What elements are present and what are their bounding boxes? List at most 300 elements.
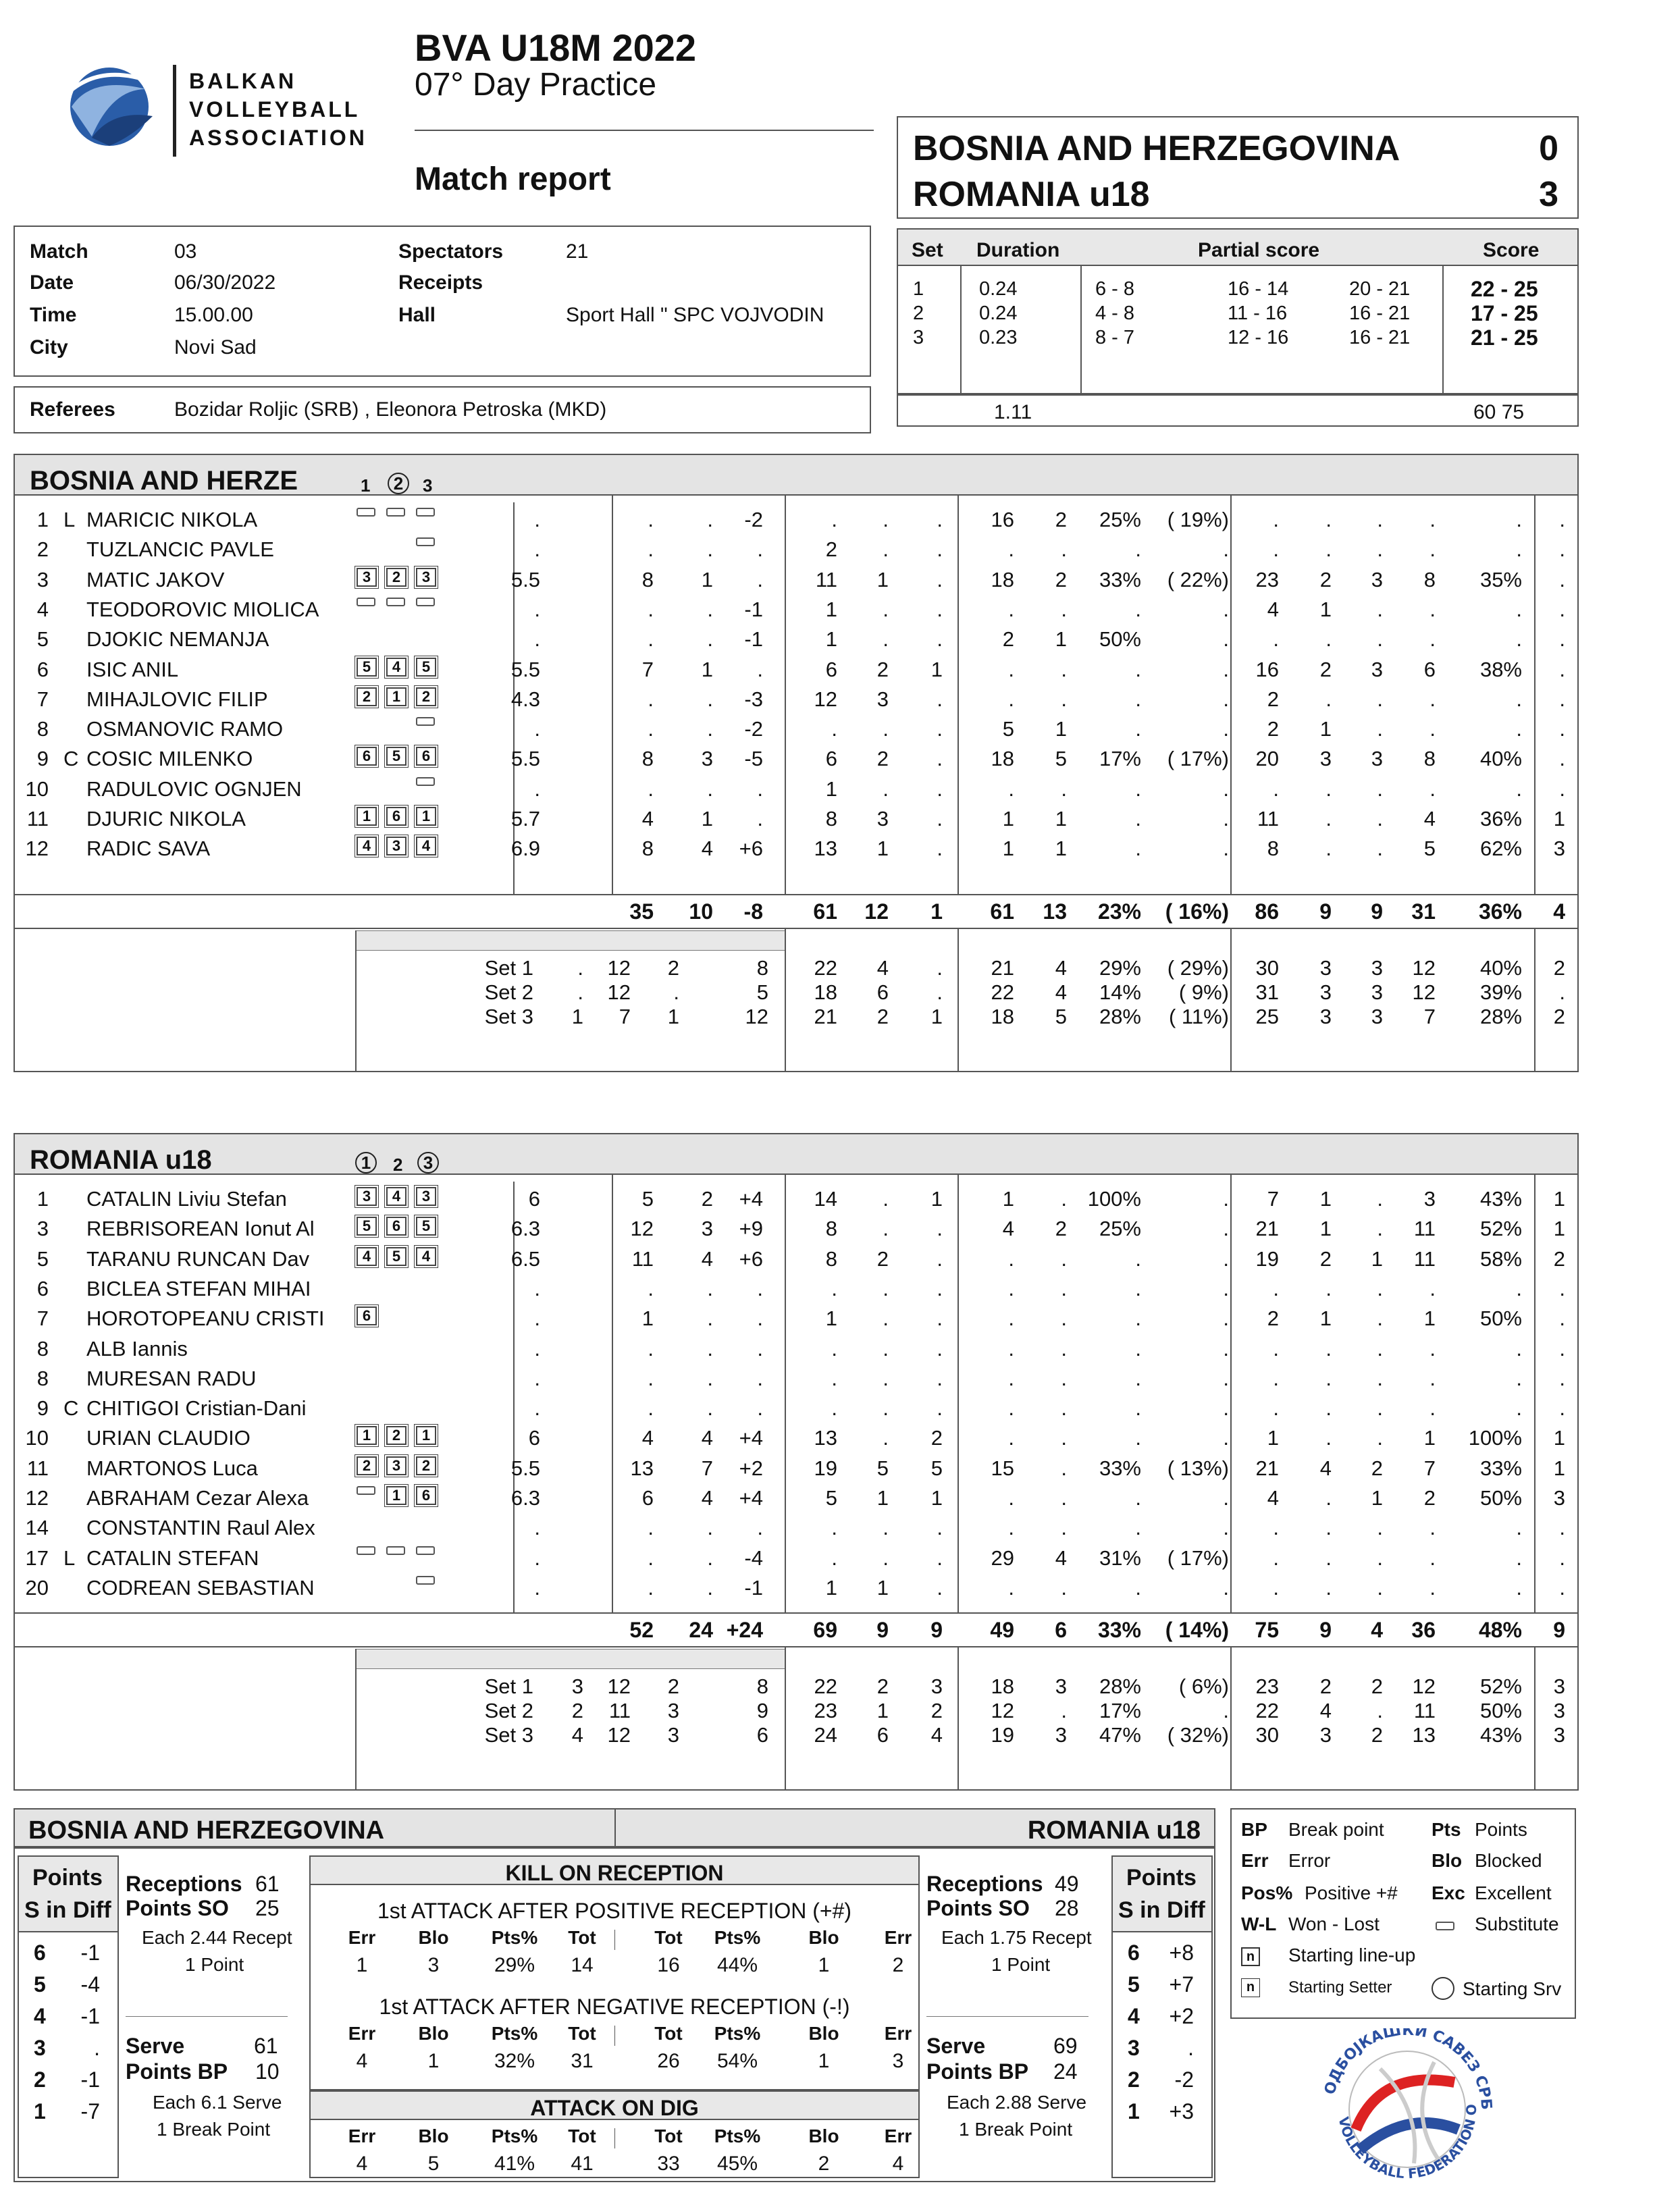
kill-divider [614,1930,615,1950]
stat-cell: . [1273,537,1279,562]
legend-exc-key: Exc [1432,1882,1465,1903]
stat-cell: 4 [701,1426,713,1450]
stat-cell: . [1223,1276,1229,1300]
org-name-line3: ASSOCIATION [189,126,367,150]
player-number: 1 [36,1187,49,1211]
starting-position-box: 3 [357,1187,377,1206]
stat-cell: . [648,1575,654,1600]
starting-position-box: 4 [386,658,406,677]
stat-cell: . [757,1336,763,1361]
substitute-icon [416,537,435,546]
total-cell: 9 [930,1618,943,1643]
kill-value: 45% [716,2153,758,2175]
player-number: 3 [36,567,49,591]
stat-cell: . [534,776,540,801]
stat-cell: . [707,597,713,621]
total-cell: -8 [743,899,763,924]
legend-exc-text: Excellent [1475,1882,1552,1903]
stat-cell: -1 [744,1575,763,1600]
stat-cell: . [1325,807,1332,830]
stat-cell: . [1377,776,1383,801]
stat-cell: . [648,1546,654,1570]
kill-value: 3 [892,2050,904,2072]
right-sin-label: S in [1118,1897,1161,1923]
stat-cell: 5 [1002,717,1014,741]
stat-cell: 8 [825,1217,837,1241]
stat-cell: 5 [876,1456,889,1480]
stat-cell: . [1135,807,1141,830]
stat-cell: . [1008,1276,1014,1300]
stat-cell: . [1061,1306,1067,1331]
bottom-team1-name: BOSNIA AND HERZEGOVINA [28,1816,385,1845]
stat-cell: 5.7 [510,807,540,830]
s-in-value: 6 [34,1941,46,1965]
stat-cell: 6 [825,747,837,771]
stat-cell: 2 [1553,1246,1565,1271]
kill-value: 16 [657,1954,680,1976]
player-number: 11 [26,1456,49,1480]
player-name: OSMANOVIC RAMO [86,717,284,741]
total-cell: 49 [990,1618,1014,1643]
player-role: L [63,1546,76,1570]
stat-cell: . [831,1516,837,1540]
stat-cell: 14 [814,1187,837,1211]
stat-cell: 1 [1055,807,1067,830]
stat-cell: 1 [930,1486,943,1510]
player-row [0,837,1680,866]
stat-cell: . [1273,1276,1279,1300]
kill-col-header: Err [884,1927,912,1948]
player-name: ABRAHAM Cezar Alexa [86,1486,309,1510]
total-cell: 12 [864,899,889,924]
stat-cell: 4 [1055,1546,1067,1570]
stat-cell: 2 [930,1426,943,1450]
stat-cell: . [1061,1486,1067,1510]
diff-value: . [1188,2036,1194,2060]
stat-cell: . [1429,776,1436,801]
date-label: Date [30,271,74,294]
stat-cell: . [1135,717,1141,741]
bottom-team-bar [14,1808,1215,1847]
kill-col-header: Err [348,2126,376,2146]
set-stat-cell: . [1223,1699,1229,1723]
stat-cell: . [707,1575,713,1600]
stat-cell: 5.5 [510,747,540,771]
stat-cell: . [937,1246,943,1271]
kill-col-header: Err [348,2023,376,2044]
set-partial-16: 16 - 14 [1228,278,1289,300]
player-number: 4 [36,597,49,621]
legend-pos-text: Positive +# [1305,1882,1398,1903]
total-cell: 61 [990,899,1014,924]
stat-cell: 100% [1087,1187,1141,1211]
stat-cell: . [937,1276,943,1300]
stat-cell: . [937,567,943,591]
stat-cell: . [1061,537,1067,562]
stat-cell: 2 [1319,1246,1332,1271]
kill-value: 31 [571,2050,594,2072]
set-partial-16: 12 - 16 [1228,327,1289,348]
kill-col-header: Tot [654,1927,683,1948]
stat-cell: . [937,1575,943,1600]
stat-cell: . [707,1336,713,1361]
svg-text:VOLLEYBALL FEDERATION OF SERBI: VOLLEYBALL FEDERATION O [1335,2104,1480,2182]
spectators-label: Spectators [398,240,504,263]
stat-cell: . [707,1366,713,1390]
scoreboard [897,116,1579,219]
stat-cell: 8 [1423,567,1436,591]
set-stat-cell: 1 [930,1004,943,1028]
stat-cell: . [1429,627,1436,652]
set-stat-cell: 14% [1099,980,1141,1004]
volleyball-federation-serbia-logo [1306,2028,1508,2184]
set-stat-cell: . [937,955,943,980]
stat-cell: . [937,717,943,741]
player-name: MURESAN RADU [86,1366,257,1390]
stat-cell: . [648,537,654,562]
scoreboard-team2: ROMANIA u18 [913,175,1150,214]
stat-cell: . [1135,837,1141,861]
stat-cell: . [534,1546,540,1570]
set-row-label: Set 2 [484,1699,533,1723]
stat-cell: 6 [1423,657,1436,681]
set-stat-cell: 4 [876,955,889,980]
points-won-cell: . [577,980,583,1004]
stat-cell: 12 [630,1217,654,1241]
player-name: DJURIC NIKOLA [86,807,246,830]
set-final-score: 21 - 25 [1471,325,1538,350]
spectators-value: 21 [566,240,589,263]
points-won-cell: . [673,980,679,1004]
stat-cell: . [1325,1575,1332,1600]
legend-sub-text: Substitute [1475,1913,1559,1934]
kill-col-header: Blo [808,2023,839,2044]
stat-cell: . [1223,1336,1229,1361]
stat-cell: . [648,687,654,711]
stat-cell: 1 [1002,1187,1014,1211]
sets-header-partial: Partial score [1198,239,1320,261]
stat-cell: . [937,807,943,830]
stat-cell: . [1135,597,1141,621]
player-name: ISIC ANIL [86,657,179,681]
stat-cell: . [648,1366,654,1390]
starting-position-box: 1 [416,1426,436,1445]
stat-cell: 7 [1267,1187,1279,1211]
kill-col-header: Pts% [491,2126,538,2146]
totals-row [0,1618,1680,1647]
stat-cell: 1 [1553,807,1565,830]
set-number: 3 [913,327,924,348]
substitute-icon [416,717,435,726]
stat-cell: . [1273,1516,1279,1540]
sets-header-duration: Duration [976,239,1060,261]
player-row [0,1546,1680,1576]
left-serve-value: 61 [254,2034,278,2058]
stat-cell: . [1008,1516,1014,1540]
player-row [0,1516,1680,1546]
player-name: MARTONOS Luca [86,1456,258,1480]
stat-cell: ( 13%) [1167,1456,1229,1480]
stat-cell: 31% [1099,1546,1141,1570]
stat-cell: . [883,1546,889,1570]
stat-cell: . [1516,1575,1522,1600]
starting-position-box: 2 [386,568,406,587]
starting-position-box: 5 [357,658,377,677]
stat-cell: . [707,1546,713,1570]
stat-cell: . [1008,1366,1014,1390]
points-won-cell: 11 [608,1699,631,1723]
stat-cell: 16 [991,508,1014,531]
stat-cell: . [1273,1546,1279,1570]
points-won-cell: 9 [756,1699,768,1723]
stat-cell: . [1559,747,1565,771]
starting-position-box: 5 [416,1217,436,1236]
stat-cell: 35% [1479,567,1522,591]
stat-cell: 3 [876,807,889,830]
set-partial-16: 11 - 16 [1228,302,1288,324]
stat-cell: . [1516,508,1522,531]
stat-cell: . [1559,1306,1565,1331]
stat-cell: 2 [876,1246,889,1271]
stat-cell: . [1429,1336,1436,1361]
stat-cell: . [937,1546,943,1570]
stat-cell: . [757,776,763,801]
points-won-frame [14,928,1579,1072]
stat-cell: . [1008,657,1014,681]
total-cell: 36 [1411,1618,1436,1643]
stat-cell: 4 [1267,1486,1279,1510]
scoreboard-score2: 3 [1539,175,1558,214]
stat-cell: . [1429,597,1436,621]
left-sin-label: S in [24,1897,67,1923]
stat-cell: 4 [641,807,654,830]
stat-cell: 21 [1255,1217,1279,1241]
set-number-header: 3 [417,1152,439,1173]
city-value: Novi Sad [174,336,257,359]
stat-cell: . [757,1306,763,1331]
set-stat-cell: 1 [876,1699,889,1723]
stat-cell: . [1559,1276,1565,1300]
stat-cell: 6.3 [510,1486,540,1510]
stat-cell: 21 [1255,1456,1279,1480]
kill-value: 33 [657,2153,680,2175]
points-won-cell: 6 [756,1723,768,1747]
stat-cell: . [1223,1187,1229,1211]
stat-cell: 12 [814,687,837,711]
stat-cell: . [1377,1336,1383,1361]
player-name: MARICIC NIKOLA [86,508,258,531]
stat-cell: . [648,597,654,621]
stat-cell: 36% [1479,807,1522,830]
set-stat-cell: 18 [991,1004,1014,1028]
set-stat-cell: 3 [930,1674,943,1699]
stat-cell: . [1061,1276,1067,1300]
player-number: 7 [36,1306,49,1331]
attack-dig-box [309,2090,920,2178]
diff-value: -1 [80,2004,100,2028]
stat-cell: 7 [1423,1456,1436,1480]
legend-srv-text: Starting Srv [1463,1978,1562,1999]
set-stat-cell: 3 [1553,1723,1565,1747]
stat-cell: . [1061,1187,1067,1211]
legend-bp-text: Break point [1288,1819,1384,1840]
stat-cell: 52% [1479,1217,1522,1241]
stat-cell: . [1325,1426,1332,1450]
kill-divider [614,2026,615,2046]
total-cell: 36% [1478,899,1522,924]
stat-cell: . [1061,1366,1067,1390]
stat-cell: 6.3 [510,1217,540,1241]
stat-cell: 5.5 [510,657,540,681]
stat-cell: . [648,717,654,741]
team2-name: ROMANIA u18 [30,1145,212,1175]
stat-cell: . [1223,837,1229,861]
stat-cell: . [1223,597,1229,621]
set-stat-cell: 21 [814,1004,837,1028]
legend-pts-text: Points [1475,1819,1527,1840]
player-name: MATIC JAKOV [86,567,225,591]
stat-cell: 4 [701,1246,713,1271]
player-row [0,1337,1680,1367]
set-stat-cell: 52% [1479,1674,1522,1699]
stat-cell: 1 [701,567,713,591]
set-stat-cell: 2 [1553,1004,1565,1028]
stat-cell: . [1377,1426,1383,1450]
stat-cell: . [1061,1456,1067,1480]
stat-cell: 2 [1055,1217,1067,1241]
stat-cell: . [937,508,943,531]
match-label: Match [30,240,88,263]
set-stat-cell: 25 [1255,1004,1279,1028]
stat-cell: . [1325,837,1332,861]
stat-cell: . [1135,657,1141,681]
points-won-cell: 12 [607,980,631,1004]
set-stat-cell: 40% [1479,955,1522,980]
points-won-cell: 2 [667,955,679,980]
player-name: TARANU RUNCAN Dav [86,1246,310,1271]
stat-cell: . [707,627,713,652]
stat-cell: 1 [1553,1217,1565,1241]
stat-cell: . [883,717,889,741]
stat-cell: . [883,1336,889,1361]
stat-cell: . [1273,776,1279,801]
stat-cell: 6.9 [510,837,540,861]
right-each-serve: Each 2.88 Serve [947,2092,1087,2113]
legend-bp-key: BP [1241,1819,1267,1840]
stat-cell: 2 [1267,717,1279,741]
positive-reception-title: 1st ATTACK AFTER POSITIVE RECEPTION (+#) [377,1899,852,1923]
stat-cell: 4 [641,1426,654,1450]
stat-cell: . [1516,597,1522,621]
starting-position-box: 5 [416,658,436,677]
stat-cell: . [1429,508,1436,531]
set-number: 2 [913,302,924,324]
stat-cell: . [1135,1426,1141,1450]
stat-cell: . [1008,1306,1014,1331]
stat-cell: . [1273,627,1279,652]
stat-cell: . [1061,1516,1067,1540]
stat-cell: +4 [739,1486,763,1510]
stat-cell: 1 [1423,1306,1436,1331]
stat-cell: . [534,627,540,652]
stat-cell: . [1008,1336,1014,1361]
stat-cell: . [1516,1366,1522,1390]
set-stat-cell: ( 6%) [1178,1674,1229,1699]
player-name: TEODOROVIC MIOLICA [86,597,319,621]
stat-cell: +4 [739,1187,763,1211]
stat-cell: . [1377,537,1383,562]
set-partial-8: 4 - 8 [1095,302,1135,324]
left-points-label: Points [32,1865,103,1891]
left-receptions-value: 61 [255,1872,280,1896]
stat-cell: . [1223,717,1229,741]
set-duration: 0.23 [979,327,1018,348]
stat-cell: . [757,537,763,562]
attack-dig-title: ATTACK ON DIG [530,2096,699,2120]
player-row [0,1486,1680,1516]
player-number: 9 [36,1396,49,1421]
set-stat-cell: 50% [1479,1699,1522,1723]
points-won-cell: 3 [667,1723,679,1747]
stat-cell: . [1008,1396,1014,1421]
stat-cell: . [1325,776,1332,801]
set-stat-cell: 43% [1479,1723,1522,1747]
stat-cell: 33% [1099,567,1141,591]
kill-col-header: Blo [418,2023,449,2044]
stat-cell: . [1135,1366,1141,1390]
stat-cell: . [1377,597,1383,621]
diff-value: +8 [1169,1941,1194,1965]
stat-cell: . [1377,807,1383,830]
stat-cell: . [1325,508,1332,531]
player-number: 20 [25,1575,49,1600]
stat-cell: 11 [815,567,837,591]
substitute-icon [357,598,375,606]
set-totals-box [897,394,1579,427]
stat-cell: +2 [739,1456,763,1480]
stat-cell: . [1223,627,1229,652]
stat-cell: . [937,1306,943,1331]
kill-value: 4 [356,2153,368,2175]
kill-value: 1 [356,1954,368,1976]
kill-col-header: Blo [418,2126,449,2146]
stat-cell: 2 [1423,1486,1436,1510]
starting-lineup-icon: n [1241,1947,1260,1966]
stat-cell: 1 [1055,837,1067,861]
set-stat-cell: 12 [1412,955,1436,980]
starting-position-box: 1 [416,807,436,826]
stat-cell: . [1377,1217,1383,1241]
set-row-label: Set 1 [484,955,533,980]
stat-cell: . [1516,1396,1522,1421]
stat-cell: 1 [876,567,889,591]
player-number: 6 [36,657,49,681]
org-name-line1: BALKAN [189,69,297,93]
set-number: 1 [913,278,924,300]
stat-cell: . [1429,1276,1436,1300]
stat-cell: 1 [825,776,837,801]
stat-cell: . [1135,776,1141,801]
player-row [0,1396,1680,1426]
stat-cell: . [1429,1396,1436,1421]
kill-value: 29% [494,1954,535,1976]
stat-cell: . [534,1336,540,1361]
player-name: DJOKIC NEMANJA [86,627,269,652]
stat-cell: . [883,508,889,531]
set-stat-cell: 47% [1099,1723,1141,1747]
starting-position-box: 3 [386,1456,406,1475]
stat-cell: . [1325,1396,1332,1421]
